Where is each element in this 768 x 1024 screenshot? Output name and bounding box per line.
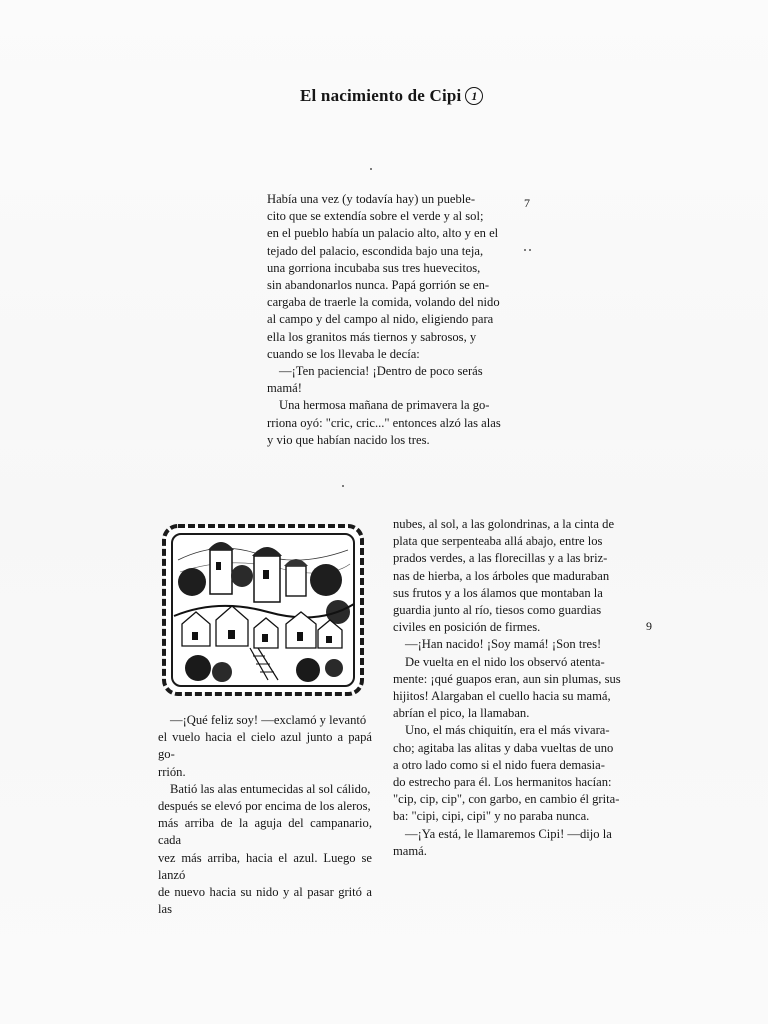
text-line: una gorriona incubaba sus tres huevecitos, [267, 260, 481, 275]
text-line: —¡Ya está, le llamaremos Cipi! —dijo la [405, 826, 612, 841]
text-line: vez más arriba, hacia el azul. Luego se lanzó [158, 850, 372, 882]
text-line: nubes, al sol, a las golondrinas, a la cinta de [393, 517, 615, 531]
text-line: ba: "cipi, cipi, cipi" y no paraba nunca. [393, 809, 590, 824]
text-line: De vuelta en el nido los observó atenta- [405, 654, 605, 669]
text-line: civiles en posición de firmes. [393, 620, 541, 635]
village-illustration [158, 520, 368, 700]
intro-text-block [267, 191, 511, 449]
text-line: y vio que habían nacido los tres. [267, 432, 430, 447]
text-line: sus frutos y a los álamos que montaban la [393, 585, 603, 600]
text-line: Había una vez (y todavía hay) un pueble- [267, 192, 476, 206]
text-line: "cip, cip, cip", con garbo, en cambio él grita- [393, 792, 620, 807]
text-line: en el pueblo había un palacio alto, alto y en el [267, 226, 499, 241]
text-line: cho; agitaba las alitas y daba vueltas de uno [393, 740, 614, 755]
text-line: mamá. [393, 843, 427, 858]
text-line: de nuevo hacia su nido y al pasar gritó a las [158, 885, 372, 917]
text-line: abrían el pico, la llamaban. [393, 706, 530, 721]
text-line: hijitos! Alargaban el cuello hacia su mamá, [393, 689, 611, 704]
text-line: guardia junto al río, tiesos como guardias [393, 603, 602, 618]
text-line: Batió las alas entumecidas al sol cálido, [170, 781, 371, 796]
title-text: El nacimiento de Cipi [300, 86, 462, 105]
text-line: rrión. [158, 764, 186, 779]
text-line: nas de hierba, a los árboles que maduraban [393, 568, 610, 583]
speck [370, 168, 372, 170]
text-line: mamá! [267, 381, 302, 396]
text-line: Una hermosa mañana de primavera la go- [279, 398, 490, 413]
text-line: mente: ¡qué guapos eran, aun sin plumas, sus [393, 671, 621, 686]
text-line: cargaba de traerle la comida, volando del nido [267, 295, 500, 310]
text-line: prados verdes, a las florecillas y a las brіz- [393, 551, 608, 566]
text-line: cuando se los llevaba le decía: [267, 346, 420, 361]
text-line: cito que se extendía sobre el verde y al sol; [267, 209, 484, 224]
text-line: rriona oyó: "cric, cric..." entonces alzó las alas [267, 415, 501, 430]
text-line: —¡Han nacido! ¡Soy mamá! ¡Son tres! [405, 637, 602, 652]
text-line: ella los granitos más tiernos y sabrosos, y [267, 329, 477, 344]
page-title [300, 86, 540, 106]
left-column-text [158, 712, 372, 918]
line-number-upper: 7 [524, 196, 530, 210]
text-line: el vuelo hacia el cielo azul junto a papá go- [158, 730, 372, 762]
text-line: al campo y del campo al nido, eligiendo para [267, 312, 494, 327]
text-line: después se elevó por encima de los aleros, [158, 799, 371, 814]
line-number-lower: 9 [646, 619, 652, 633]
speck [524, 249, 526, 251]
text-line: do estrecho para él. Los hermanitos hacían: [393, 775, 612, 790]
chapter-number-badge: 1 [465, 87, 483, 105]
text-line: Uno, el más chiquitín, era el más vivara- [405, 723, 610, 738]
speck [342, 485, 344, 487]
text-line: plata que serpenteaba allá abajo, entre los [393, 534, 603, 549]
text-line: —¡Ten paciencia! ¡Dentro de poco serás [279, 364, 483, 379]
text-line: —¡Qué feliz soy! —exclamó y levantó [170, 713, 367, 727]
text-line: más arriba de la aguja del campanario, cada [158, 816, 372, 848]
text-line: tejado del palacio, escondida bajo una teja, [267, 243, 484, 258]
right-column-text [393, 516, 625, 860]
text-line: sin abandonarlos nunca. Papá gorrión se en- [267, 278, 490, 293]
text-line: a otro lado como si el nido fuera demasia- [393, 757, 605, 772]
speck [529, 249, 531, 251]
